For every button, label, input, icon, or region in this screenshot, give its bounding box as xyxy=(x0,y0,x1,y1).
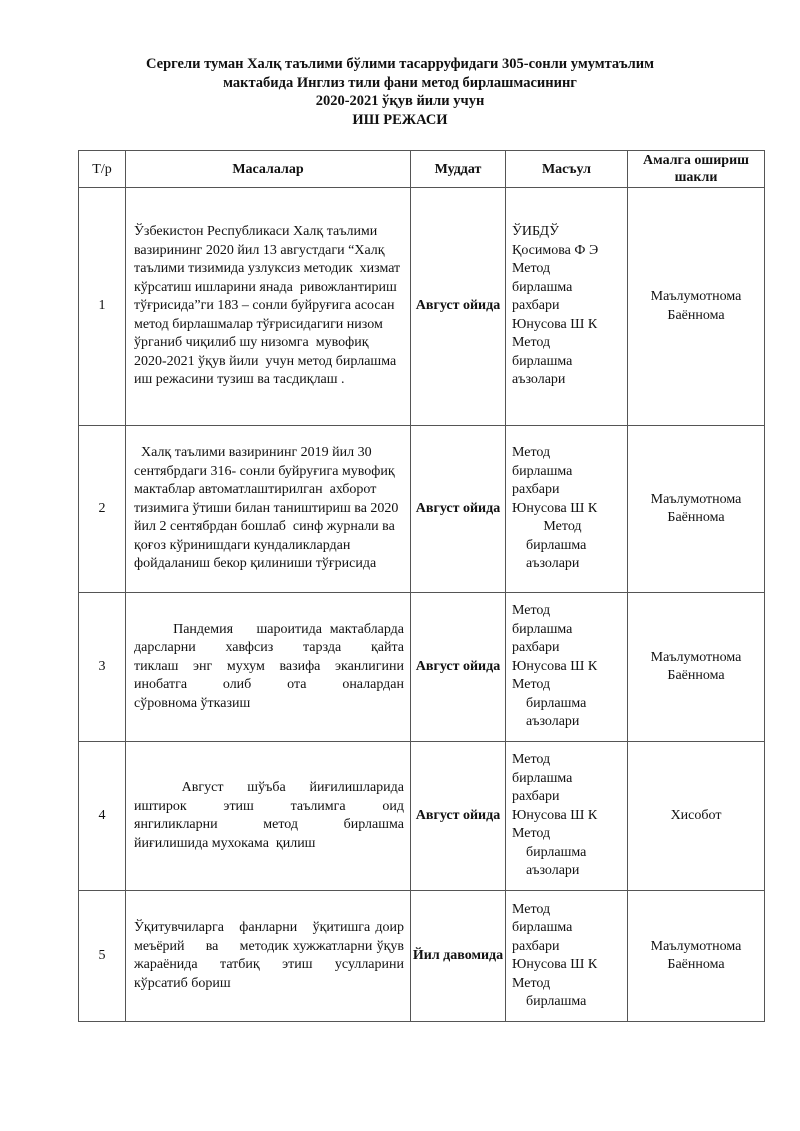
responsible-line: бирлашма xyxy=(512,279,573,295)
task-cell xyxy=(126,593,411,742)
responsible-line: Метод xyxy=(512,445,551,461)
responsible-line: Метод xyxy=(512,975,551,991)
responsible-line: бирлашма xyxy=(526,994,587,1009)
responsible-line: Юнусова Ш К xyxy=(512,316,598,332)
responsible-line: Метод xyxy=(512,826,551,842)
form-cell xyxy=(628,742,765,891)
table-row xyxy=(79,188,765,426)
form-line: Баённома xyxy=(667,307,725,323)
table-row xyxy=(79,593,765,742)
term-cell: Август ойида xyxy=(411,188,506,426)
term-cell: Август ойида xyxy=(411,426,506,593)
header-line-3: 2020-2021 ўқув йили учун xyxy=(315,93,485,109)
task-cell xyxy=(126,742,411,891)
responsible-line: Юнусова Ш К xyxy=(512,807,598,823)
responsible-line: Метод xyxy=(512,901,551,917)
responsible-line: Қосимова Ф Э xyxy=(512,242,599,258)
task-text: Ўқитувчиларга фанларни ўқитишга доир меъёрий ва методик хужжатларни ўқув жараёнида татбиқ этиш усулларини кўрсатиб бориш xyxy=(134,920,422,991)
task-cell xyxy=(126,426,411,593)
term-cell: Август ойида xyxy=(411,593,506,742)
task-cell xyxy=(126,891,422,1022)
responsible-line: аъзолари xyxy=(526,714,580,730)
column-header-number: Т/р xyxy=(79,151,126,188)
responsible-line: рахбари xyxy=(512,789,560,805)
responsible-line: бирлашма xyxy=(512,770,573,786)
responsible-line: ЎИБДЎ xyxy=(512,224,559,240)
task-text: Пандемия шароитида мактабларда дарсларни хавфсиз тарзда қайта тиклаш энг мухум вазифа эканлигини инобатга олиб ота оналардан сўровнома ўтказиш xyxy=(134,621,408,711)
column-header-responsible: Масъул xyxy=(506,151,628,188)
responsible-line: аъзолари xyxy=(512,372,566,388)
form-line: Маълумотнома xyxy=(650,289,742,304)
table-row xyxy=(79,426,765,593)
responsible-cell xyxy=(506,593,628,742)
responsible-line: Метод xyxy=(512,677,551,693)
responsible-line: бирлашма xyxy=(512,920,573,935)
form-cell xyxy=(628,593,765,742)
responsible-cell xyxy=(506,891,628,1022)
task-cell xyxy=(126,188,411,426)
responsible-line: бирлашма xyxy=(512,463,573,479)
header-line-1: Сергели туман Халқ таълими бўлими тасарруфидаги 305-сонли умумтаълим xyxy=(146,56,654,72)
form-line: Маълумотнома xyxy=(650,938,742,954)
responsible-line: Метод xyxy=(512,752,551,768)
responsible-line: рахбари xyxy=(512,482,560,498)
row-number: 5 xyxy=(79,891,126,1022)
responsible-line: Метод xyxy=(512,261,551,277)
responsible-line: аъзолари xyxy=(526,556,580,572)
responsible-line: бирлашма xyxy=(526,537,587,553)
header-line-2: мактабида Инглиз тили фани метод бирлашмасининг xyxy=(223,74,577,91)
responsible-line: бирлашма xyxy=(526,844,587,860)
form-cell xyxy=(628,426,765,593)
table-header-row xyxy=(79,151,765,188)
term-cell: Йил давомида xyxy=(411,891,506,1022)
responsible-line: Метод xyxy=(512,603,551,619)
row-number: 2 xyxy=(79,426,126,593)
responsible-line: бирлашма xyxy=(512,621,573,637)
form-line: Маълумотнома xyxy=(650,649,742,665)
task-text: Ўзбекистон Республикаси Халқ таълими вазирининг 2020 йил 13 августдаги “Халқ таълими тизимида узлуксиз методик хизмат кўрсатиш ишларини янада ривожлантириш тўғрисида”ги 183 – сонли буйруғига асосан метод бирлашмалар тўғрисидагиги низом ўрганиб чиқилиб шу низомга мувофиқ 2020-2021 ўқув йили учун метод бирлашма иш режасини тузиш ва тасдиқлаш . xyxy=(134,224,408,388)
work-plan-table xyxy=(78,150,765,1022)
responsible-line: аъзолари xyxy=(526,863,580,879)
document-header xyxy=(0,55,800,129)
responsible-line: Юнусова Ш К xyxy=(512,500,598,516)
responsible-cell xyxy=(506,742,628,891)
row-number: 1 xyxy=(79,188,126,426)
column-header-tasks: Масалалар xyxy=(126,151,411,188)
responsible-line: рахбари xyxy=(512,938,560,954)
form-cell xyxy=(628,891,765,1022)
header-title: ИШ РЕЖАСИ xyxy=(352,111,448,128)
responsible-line: рахбари xyxy=(512,640,560,656)
table-row xyxy=(79,742,765,891)
responsible-line: бирлашма xyxy=(512,353,573,369)
responsible-line: бирлашма xyxy=(526,695,587,711)
task-text: Халқ таълими вазирининг 2019 йил 30 сентябрдаги 316- сонли буйруғига мувофиқ мактаблар автоматлаштирилган ахборот тизимига ўтиши билан таништириш ва 2020 йил 2 сентябрдан бошлаб синф журнали ва қоғоз кўринишдаги кундаликлардан фойдаланиш бекор қилиниши тўғрисида xyxy=(134,445,402,572)
responsible-line: рахбари xyxy=(512,298,560,314)
row-number: 4 xyxy=(79,742,126,891)
form-cell xyxy=(628,188,765,426)
form-line: Маълумотнома xyxy=(650,491,742,507)
responsible-line: Метод xyxy=(543,519,582,535)
form-line: Баённома xyxy=(667,510,725,525)
form-line: Хисобот xyxy=(670,807,722,823)
responsible-line: Юнусова Ш К xyxy=(512,957,598,972)
form-line: Баённома xyxy=(667,668,725,683)
responsible-line: Юнусова Ш К xyxy=(512,658,598,674)
row-number: 3 xyxy=(79,593,126,742)
form-line: Баённома xyxy=(667,957,725,972)
column-header-form: Амалга ошириш шакли xyxy=(628,151,765,188)
column-header-term: Муддат xyxy=(411,151,506,188)
responsible-cell xyxy=(506,188,628,426)
responsible-line: Метод xyxy=(512,335,551,351)
term-cell: Август ойида xyxy=(411,742,506,891)
task-text: Август шўъба йиғилишларида иштирок этиш таълимга оид янгиликларни метод бирлашма йиғилишида мухокама қилиш xyxy=(134,780,408,851)
responsible-cell xyxy=(506,426,628,593)
table-row xyxy=(79,891,765,1022)
